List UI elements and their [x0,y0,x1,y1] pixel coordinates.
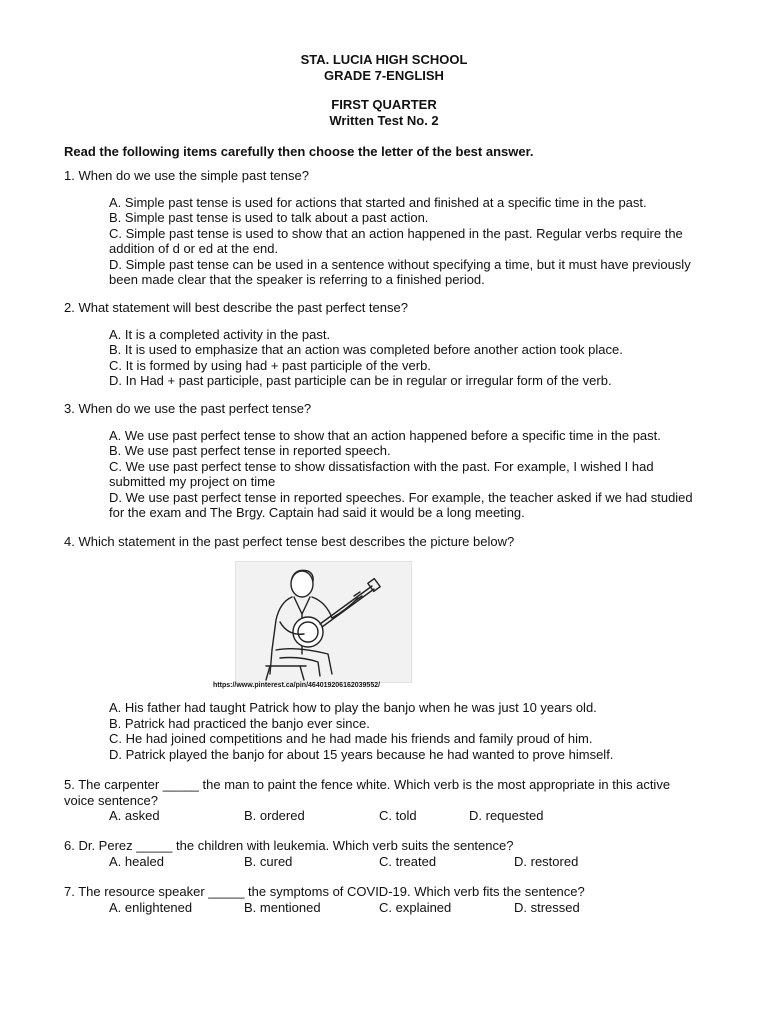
choice-a: A. His father had taught Patrick how to play the banjo when he was just 10 years old. [109,700,597,715]
question-text: 7. The resource speaker _____ the symptoms of COVID-19. Which verb fits the sentence? [64,884,585,899]
test-header [0,52,768,128]
choice-a: A. Simple past tense is used for actions that started and finished at a specific time in the past. [109,194,647,210]
question-1 [64,168,704,288]
choice-d: D. stressed [514,899,580,915]
choice-c: C. treated [379,853,437,869]
choice-b: B. mentioned [244,899,321,915]
choice-b: B. ordered [244,808,305,823]
choice-c: C. He had joined competitions and he had made his friends and family proud of him. [109,731,593,746]
quarter-title: FIRST QUARTER [331,97,437,112]
test-title: Written Test No. 2 [329,112,439,128]
question-7 [64,884,704,915]
choice-d: D. Simple past tense can be used in a sentence without specifying a time, but it must have previously been made clear that the speaker is referring to a finished period. [109,256,691,287]
choice-list [64,195,701,288]
question-text: 6. Dr. Perez _____ the children with leukemia. Which verb suits the sentence? [64,838,514,853]
choice-a: A. enlightened [109,899,193,915]
banjo-player-icon [236,562,411,682]
choice-row [64,808,704,824]
choice-c: C. told [379,808,417,823]
choice-a: A. asked [109,808,160,823]
question-6 [64,838,704,869]
question-text: 2. What statement will best describe the past perfect tense? [64,300,408,315]
choice-c: C. It is formed by using had + past participle of the verb. [109,357,431,373]
choice-b: B. Patrick had practiced the banjo ever since. [109,715,370,731]
choice-b: B. We use past perfect tense in reported speech. [109,443,391,458]
choice-d: D. In Had + past participle, past participle can be in regular or irregular form of the verb. [109,373,612,388]
question-2 [64,300,704,389]
choice-b: B. cured [244,853,293,869]
choice-row [64,900,704,916]
choice-row [64,854,704,870]
choice-c: C. Simple past tense is used to show that an action happened in the past. Regular verbs require the addition of d or ed at the end. [109,225,683,256]
instructions: Read the following items carefully then choose the letter of the best answer. [64,144,534,159]
question-4-choices [64,700,704,762]
choice-d: D. restored [514,853,579,869]
choice-d: D. We use past perfect tense in reported speeches. For example, the teacher asked if we had studied for the exam and The Brgy. Captain had said it would be a long meeting. [109,489,693,520]
question-4 [64,534,704,550]
choice-a: A. We use past perfect tense to show that an action happened before a specific time in the past. [109,427,661,443]
choice-d: D. Patrick played the banjo for about 15 years because he had wanted to prove himself. [109,746,614,762]
question-5 [64,777,704,824]
choice-list [64,700,701,762]
question-text: 4. Which statement in the past perfect tense best describes the picture below? [64,534,515,549]
image-source-caption: https://www.pinterest.ca/pin/464019206162039552/ [213,682,381,689]
choice-a: A. healed [109,853,164,869]
question-text: 3. When do we use the past perfect tense? [64,401,312,416]
choice-list [64,428,701,521]
question-text: 1. When do we use the simple past tense? [64,168,309,183]
choice-d: D. requested [469,808,544,823]
banjo-player-illustration [235,561,412,683]
choice-c: C. We use past perfect tense to show dissatisfaction with the past. For example, I wished I had submitted my project on time [109,458,654,489]
question-3 [64,401,704,521]
question-text: 5. The carpenter _____ the man to paint the fence white. Which verb is the most appropriate in this active voice sentence? [64,777,671,808]
choice-b: B. It is used to emphasize that an action was completed before another action took place. [109,342,623,357]
choice-a: A. It is a completed activity in the past. [109,326,331,342]
school-name: STA. LUCIA HIGH SCHOOL [300,52,468,67]
choice-b: B. Simple past tense is used to talk about a past action. [109,210,429,225]
choice-list [64,327,701,389]
grade-subject: GRADE 7-ENGLISH [324,67,444,83]
choice-c: C. explained [379,899,452,915]
